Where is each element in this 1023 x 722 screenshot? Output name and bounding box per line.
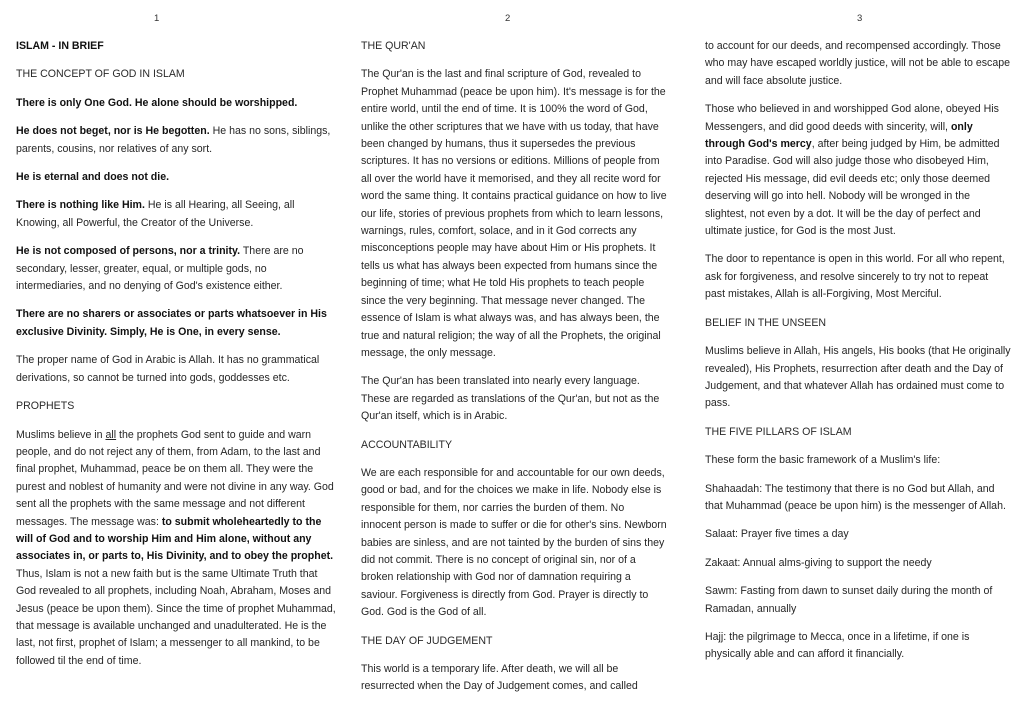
paragraph-proper-name: The proper name of God in Arabic is Allah. It has no grammatical derivations, so cannot be turned into gods, goddesses etc.: [16, 354, 320, 384]
heading-five-pillars: THE FIVE PILLARS OF ISLAM: [705, 425, 852, 438]
heading-quran: THE QUR'AN: [361, 40, 426, 52]
pillar-shahaadah: Shahaadah: The testimony that there is no God but Allah, and that Muhammad (peace be upon him) is the messenger of Allah.: [705, 482, 1006, 512]
pillar-salaat: Salaat: Prayer five times a day: [705, 528, 849, 541]
document-title: ISLAM - IN BRIEF: [16, 40, 104, 52]
heading-concept-of-god: THE CONCEPT OF GOD IN ISLAM: [16, 68, 185, 81]
paragraph-sharers: There are no sharers or associates or parts whatsoever in His exclusive Divinity. Simply, He is One, in every sense.: [16, 308, 327, 338]
page-number-1: 1: [154, 13, 160, 24]
paragraph-accountability: We are each responsible for and accountable for our own deeds, good or bad, and for the choices we make in life. Nobody else is responsible for them, nor carries the burden of them. No innocent person is made to suffer or die for other's sins. Newborn babies are sinless, and are not tainted by the burden of sins they did not commit. There is no concept of original sin, nor of a broken relationship with God nor of damnation requiring a saviour. Forgiveness is directly from God. Prayer is directly to God. God is the God of all.: [361, 466, 667, 619]
paragraph-pillars-intro: These form the basic framework of a Muslim's life:: [705, 454, 941, 467]
paragraph-quran-1: The Qur'an is the last and final scripture of God, revealed to Prophet Muhammad (peace be upon him). It's message is for the entire world, until the end of time. It is 100% the word of God, unlike the other scriptures that we have with us today, that have been changed by humans, thus it supersedes the previous scriptures. It has no versions or editions. Millions of people from all over the world have it memorised, and they all recite word for word the same thing. It contains practical guidance on how to live our life, stories of previous prophets from which to learn lessons, warnings, rules, comfort, solace, and in it God corrects any misconceptions people may have about Him or His prophets. It tells us what has always been expected from humans since the beginning of time; what He told His prophets to teach people since the very beginning. That message never changed. The essence of Islam is what always was, and has always been, the true and natural religion; the way of all the Prophets, the original message, the only message.: [361, 68, 667, 359]
paragraph-unseen: Muslims believe in Allah, His angels, His books (that He originally revealed), His Prophets, resurrection after death and the Day of Judgement, and that whatever Allah has ordained must come to pass.: [705, 345, 1011, 410]
paragraph-believers: Those who believed in and worshipped God alone, obeyed His Messengers, and did good deeds with sincerity, will, only through God's mercy, after being judged by Him, be admitted into Paradise. God will also judge those who disobeyed Him, rejected His message, did evil deeds etc; only those deemed deserving will go into hell. Nobody will be wronged in the slightest, not even by a dot. It will be the day of perfect and ultimate justice, for God is the most Just.: [705, 103, 1000, 238]
heading-belief-in-unseen: BELIEF IN THE UNSEEN: [705, 316, 827, 329]
pillar-sawm: Sawm: Fasting from dawn to sunset daily during the month of Ramadan, annually: [705, 585, 993, 615]
pillar-hajj: Hajj: the pilgrimage to Mecca, once in a lifetime, if one is physically able and can afford it financially.: [705, 630, 970, 661]
paragraph-prophets: Muslims believe in all the prophets God sent to guide and warn people, and do not reject any of them, from Adam, to the last and final prophet, Muhammad, peace be on them all. They were the purest and noblest of humanity and were not divine in any way. God sent all the prophets with the same message and not different messages. The message was: to submit wholeheartedly to the will of God and to worship Him and Him alone, without any associates in, or parts to, His Divinity, and to obey the prophet. Thus, Islam is not a new faith but is the same Ultimate Truth that God revealed to all prophets, including Noah, Abraham, Moses and Jesus (peace be upon them). Since the time of prophet Muhammad, that message is available unchanged and unadulterated. He is the last, not first, prophet of Islam; a messenger to all mankind, to be followed til the end of time.: [16, 428, 336, 667]
pillar-zakaat: Zakaat: Annual alms-giving to support the needy: [705, 556, 932, 569]
paragraph-beget: He does not beget, nor is He begotten. He has no sons, siblings, parents, cousins, nor relatives of any sort.: [16, 125, 331, 155]
page-number-3: 3: [857, 13, 863, 24]
heading-prophets: PROPHETS: [16, 400, 75, 413]
paragraph-one-god: There is only One God. He alone should be worshipped.: [16, 96, 298, 109]
column-page-1: [16, 38, 338, 681]
heading-day-of-judgement: THE DAY OF JUDGEMENT: [361, 634, 493, 647]
column-page-2: [361, 38, 667, 707]
paragraph-trinity: He is not composed of persons, nor a trinity. There are no secondary, lesser, greater, equal, or multiple gods, no intermediaries, and no denying of God's existence either.: [16, 245, 304, 293]
paragraph-eternal: He is eternal and does not die.: [16, 171, 170, 184]
paragraph-judgement-continued: to account for our deeds, and recompensed accordingly. Those who may have escaped worldly justice, will not be able to escape and will face absolute justice.: [705, 40, 1011, 87]
paragraph-repentance: The door to repentance is open in this world. For all who repent, ask for forgiveness, and resolve sincerely to try not to repeat past mistakes, Allah is all-Forgiving, Most Merciful.: [705, 253, 1005, 301]
column-page-3: [705, 38, 1011, 675]
paragraph-nothing-like-him: There is nothing like Him. He is all Hearing, all Seeing, all Knowing, all Powerful, the Creator of the Universe.: [16, 199, 295, 229]
heading-accountability: ACCOUNTABILITY: [361, 438, 453, 451]
paragraph-judgement: This world is a temporary life. After death, we will all be resurrected when the Day of Judgement comes, and called: [361, 663, 638, 693]
page-number-2: 2: [505, 13, 511, 24]
paragraph-quran-2: The Qur'an has been translated into nearly every language. These are regarded as translations of the Qur'an, but not as the Qur'an itself, which is in Arabic.: [361, 375, 660, 423]
